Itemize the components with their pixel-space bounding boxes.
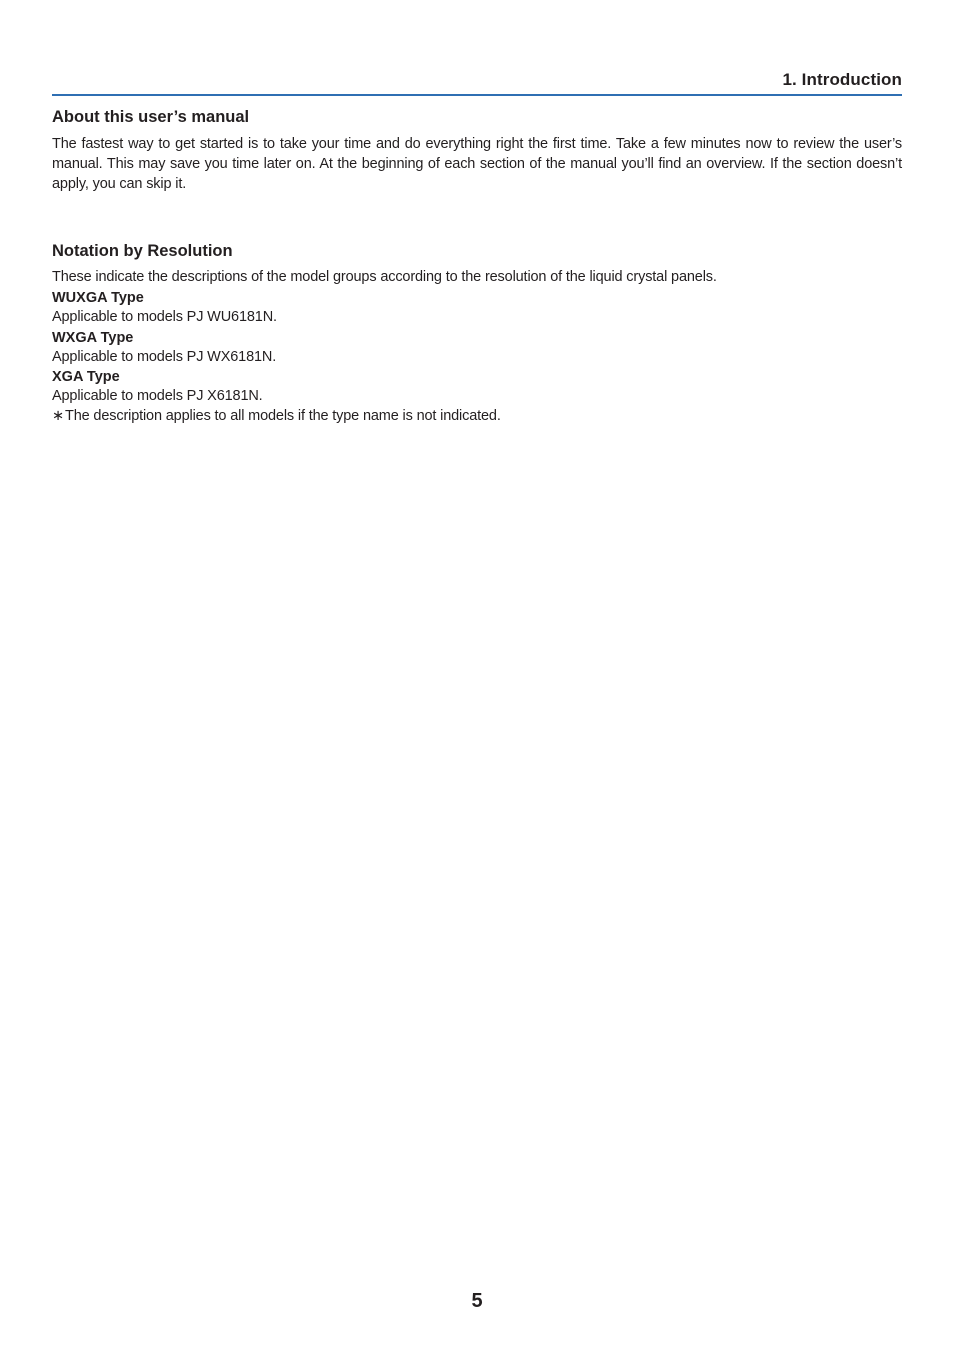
about-body: The fastest way to get started is to take your time and do everything right the first time. Take a few minutes now to review the user’s manual. This may save you time later on. At the beginning of each section of the manual you’ll find an overview. If the section doesn’t apply, you can skip it. xyxy=(52,136,902,192)
notation-heading: Notation by Resolution xyxy=(52,242,233,260)
page-header xyxy=(52,68,902,96)
about-section xyxy=(52,106,902,194)
asterisk-icon: ∗ xyxy=(52,408,64,425)
notation-section xyxy=(52,240,902,427)
type-label-wuxga: WUXGA Type xyxy=(52,289,144,306)
type-label-wxga: WXGA Type xyxy=(52,329,134,346)
page-number: 5 xyxy=(471,1290,483,1312)
about-heading: About this user’s manual xyxy=(52,108,250,126)
type-description-xga: Applicable to models PJ X6181N. xyxy=(52,388,263,405)
chapter-title: 1. Introduction xyxy=(782,70,902,89)
type-description-wxga: Applicable to models PJ WX6181N. xyxy=(52,348,277,365)
type-label-xga: XGA Type xyxy=(52,369,120,386)
notation-intro: These indicate the descriptions of the model groups according to the resolution of the liquid crystal panels. xyxy=(52,269,717,285)
type-note-text: The description applies to all models if the type name is not indicated. xyxy=(65,408,501,425)
type-note xyxy=(52,407,902,427)
type-description-wuxga: Applicable to models PJ WU6181N. xyxy=(52,308,277,325)
